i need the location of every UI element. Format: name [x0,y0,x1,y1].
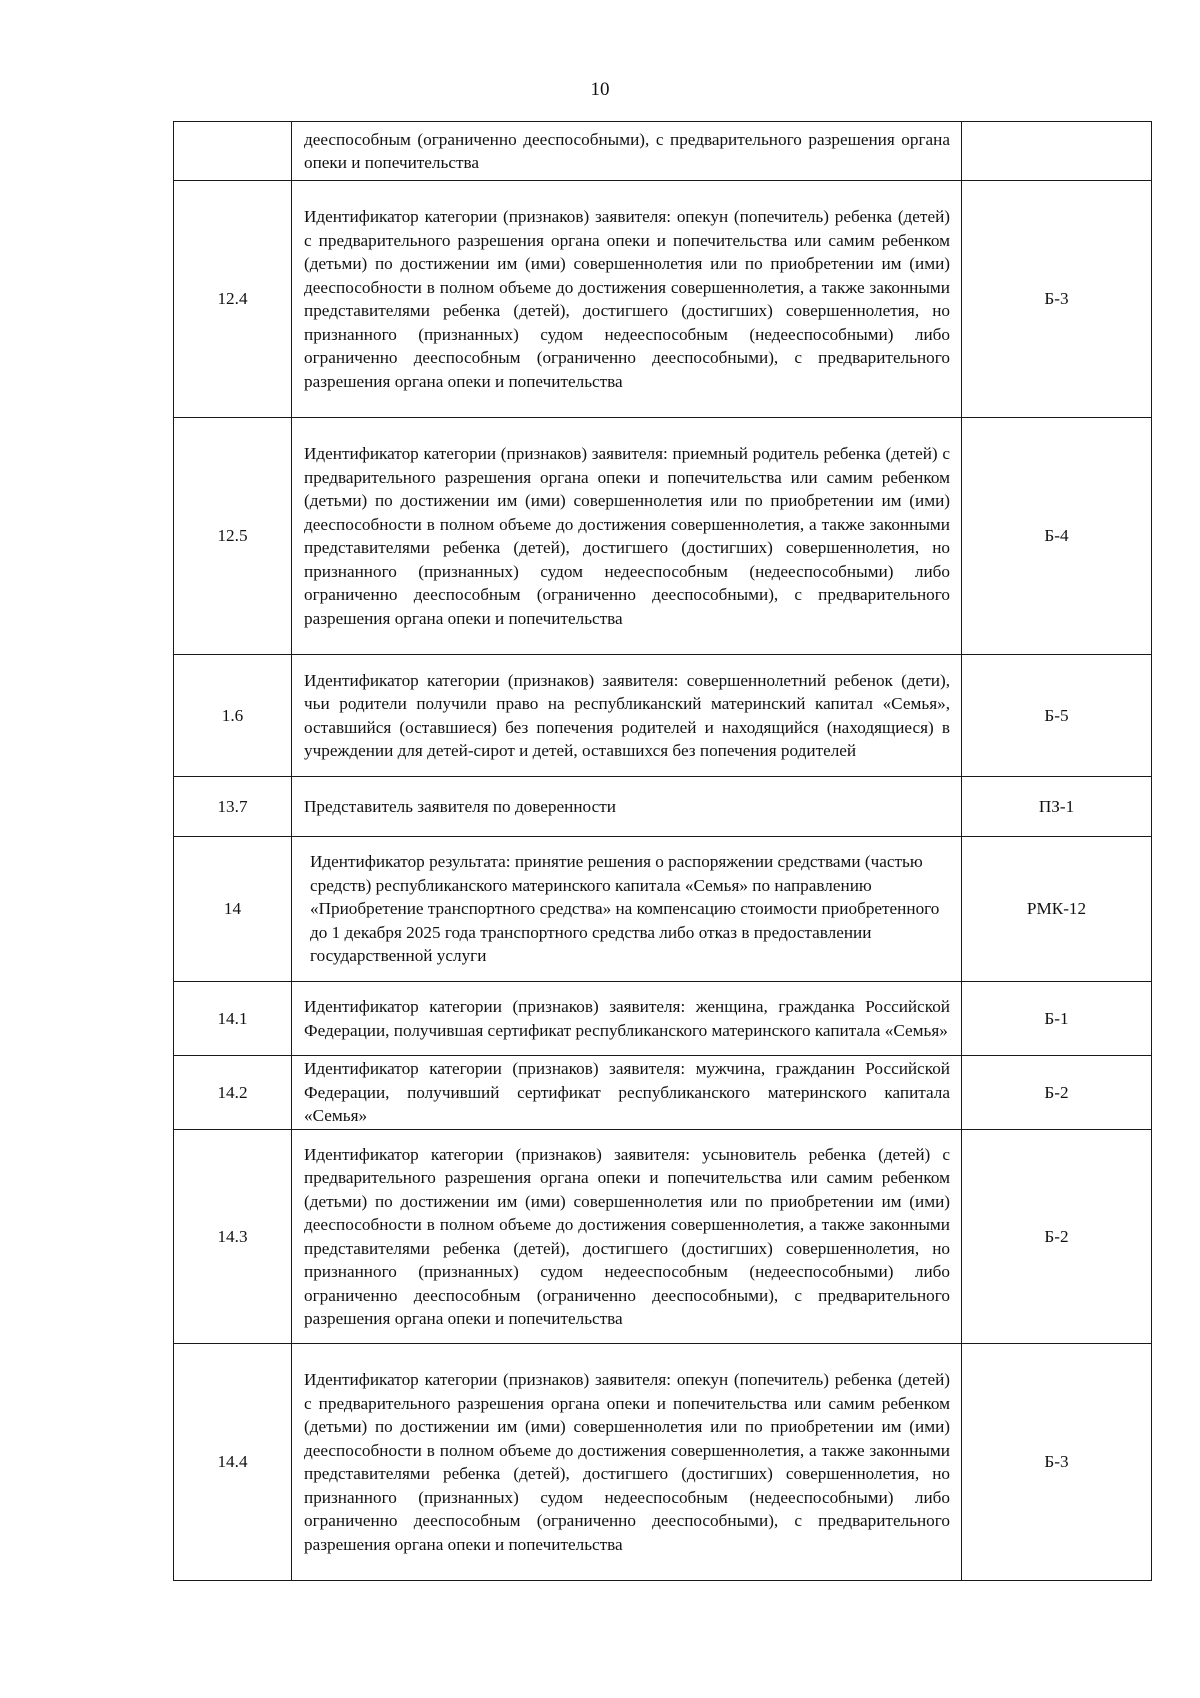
row-code: Б-5 [962,655,1152,777]
table-row [174,1130,1152,1344]
row-description: Идентификатор категории (признаков) заявителя: приемный родитель ребенка (детей) с предварительного разрешения органа опеки и попечительства или самим ребенком (детьми) по достижении им (ими) совершеннолетия или по приобретении им (ими) дееспособности в полном объеме до достижения совершеннолетия, а также законными представителями ребенка (детей), достигшего (достигших) совершеннолетия, но признанного (признанных) судом недееспособным (недееспособными) либо ограниченно дееспособным (ограниченно дееспособными), с предварительного разрешения органа опеки и попечительства [292,418,962,655]
row-description: Идентификатор категории (признаков) заявителя: усыновитель ребенка (детей) с предварительного разрешения органа опеки и попечительства или самим ребенком (детьми) по достижении им (ими) совершеннолетия или по приобретении им (ими) дееспособности в полном объеме до достижения совершеннолетия, а также законными представителями ребенка (детей), достигшего (достигших) совершеннолетия, но признанного (признанных) судом недееспособным (недееспособными) либо ограниченно дееспособным (ограниченно дееспособными), с предварительного разрешения органа опеки и попечительства [292,1130,962,1344]
row-description: Идентификатор категории (признаков) заявителя: мужчина, гражданин Российской Федерации, получивший сертификат республиканского материнского капитала «Семья» [292,1056,962,1130]
row-code: Б-3 [962,181,1152,418]
table-row [174,1344,1152,1581]
row-number: 12.5 [174,418,292,655]
row-description: Идентификатор результата: принятие решения о распоряжении средствами (частью средств) республиканского материнского капитала «Семья» по направлению «Приобретение транспортного средства» на компенсацию стоимости приобретенного до 1 декабря 2025 года транспортного средства либо отказ в предоставлении государственной услуги [292,837,962,982]
row-description: Представитель заявителя по доверенности [292,777,962,837]
page-number: 10 [590,79,610,100]
row-description: Идентификатор категории (признаков) заявителя: совершеннолетний ребенок (дети), чьи родители получили право на республиканский материнский капитал «Семья», оставшийся (оставшиеся) без попечения родителей и находящийся (находящиеся) в учреждении для детей-сирот и детей, оставшихся без попечения родителей [292,655,962,777]
row-number: 14.4 [174,1344,292,1581]
row-code: ПЗ-1 [962,777,1152,837]
table-row [174,1056,1152,1130]
row-description: Идентификатор категории (признаков) заявителя: опекун (попечитель) ребенка (детей) с предварительного разрешения органа опеки и попечительства или самим ребенком (детьми) по достижении им (ими) совершеннолетия или по приобретении им (ими) дееспособности в полном объеме до достижения совершеннолетия, а также законными представителями ребенка (детей), достигшего (достигших) совершеннолетия, но признанного (признанных) судом недееспособным (недееспособными) либо ограниченно дееспособным (ограниченно дееспособными), с предварительного разрешения органа опеки и попечительства [292,181,962,418]
table-row [174,837,1152,982]
row-number: 14 [174,837,292,982]
row-number [174,122,292,181]
row-code: Б-3 [962,1344,1152,1581]
table-row [174,181,1152,418]
row-number: 14.2 [174,1056,292,1130]
table-row [174,418,1152,655]
row-description: дееспособным (ограниченно дееспособными), с предварительного разрешения органа опеки и попечительства [292,122,962,181]
row-number: 13.7 [174,777,292,837]
identifier-table [173,121,1152,1581]
row-code: Б-2 [962,1056,1152,1130]
row-number: 12.4 [174,181,292,418]
table-row [174,122,1152,181]
row-code [962,122,1152,181]
row-description: Идентификатор категории (признаков) заявителя: опекун (попечитель) ребенка (детей) с предварительного разрешения органа опеки и попечительства или самим ребенком (детьми) по достижении им (ими) совершеннолетия или по приобретении им (ими) дееспособности в полном объеме до достижения совершеннолетия, а также законными представителями ребенка (детей), достигшего (достигших) совершеннолетия, но признанного (признанных) судом недееспособным (недееспособными) либо ограниченно дееспособным (ограниченно дееспособными), с предварительного разрешения органа опеки и попечительства [292,1344,962,1581]
table-row [174,982,1152,1056]
row-number: 14.3 [174,1130,292,1344]
row-code: РМК-12 [962,837,1152,982]
row-description: Идентификатор категории (признаков) заявителя: женщина, гражданка Российской Федерации, получившая сертификат республиканского материнского капитала «Семья» [292,982,962,1056]
row-number: 1.6 [174,655,292,777]
table-row [174,777,1152,837]
row-code: Б-4 [962,418,1152,655]
row-code: Б-2 [962,1130,1152,1344]
row-code: Б-1 [962,982,1152,1056]
table-row [174,655,1152,777]
row-number: 14.1 [174,982,292,1056]
